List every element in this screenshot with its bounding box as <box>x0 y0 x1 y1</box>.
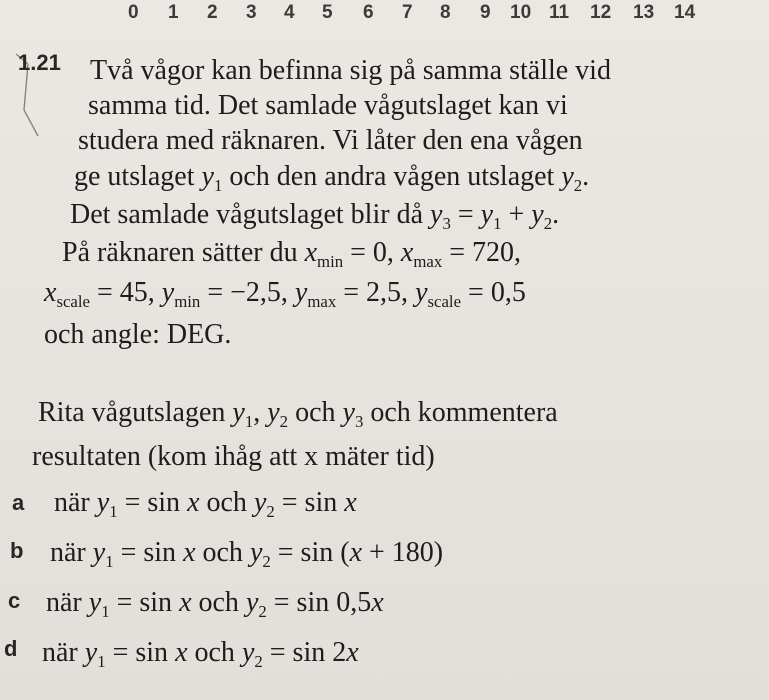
var-y2: $y_2$ <box>249 537 271 571</box>
ruler-tick-label: 1 <box>168 2 179 23</box>
intro-line-2: samma tid. Det samlade vågutslaget kan vi <box>88 90 568 121</box>
var-ymax: $y_{max}$ <box>294 277 337 311</box>
part-c-line: när $y_1 = \sin x$ och $y_2 = \sin 0,5x$ <box>46 587 384 621</box>
ruler-tick-label: 6 <box>363 2 374 23</box>
intro-line-6: På räknaren sätter du $x_{min} = 0$, $x_{max} = 720$, <box>62 237 522 271</box>
ruler-tick-label: 9 <box>480 2 491 23</box>
part-b-line: när $y_1 = \sin x$ och $y_2 = \sin (x + 180)$ <box>50 537 444 571</box>
var-y1: $y_1$ <box>201 161 223 195</box>
part-label-c: c <box>8 588 21 613</box>
var-yscale: $y_{scale}$ <box>415 277 462 311</box>
ruler-tick-label: 12 <box>590 2 612 23</box>
ruler-tick-label: 14 <box>674 2 696 23</box>
part-a-line: när $y_1 = \sin x$ och $y_2 = \sin x$ <box>54 487 357 521</box>
intro-line-5: Det samlade vågutslaget blir då $y_3 = y_1 + y_2$. <box>70 199 560 233</box>
ruler-tick-label: 10 <box>510 2 532 23</box>
var-y1: $y_1$ <box>84 637 106 671</box>
var-y1: $y_1$ <box>96 487 118 521</box>
var-y2: $y_2$ <box>561 161 583 195</box>
ruler-tick-label: 0 <box>128 2 139 23</box>
var-y2: $y_2$ <box>253 487 275 521</box>
var-y1: $y_1$ <box>232 397 254 431</box>
var-ymin: $y_{min}$ <box>161 277 201 311</box>
problem-number: 1.21 <box>18 50 61 75</box>
ruler-tick-label: 8 <box>440 2 451 23</box>
intro-line-8: och angle: DEG. <box>44 319 232 350</box>
text: och den andra vågen utslaget <box>222 161 562 192</box>
task-line-2: resultaten (kom ihåg att x mäter tid) <box>32 441 435 472</box>
var-y1: $y_1$ <box>480 199 502 233</box>
ruler-tick-label: 11 <box>549 2 570 23</box>
var-xscale: $x_{scale}$ <box>44 277 90 311</box>
var-y2: $y_2$ <box>267 397 289 431</box>
ruler-tick-label: 5 <box>322 2 333 23</box>
ruler-tick-label: 13 <box>633 2 655 23</box>
intro-line-3: studera med räknaren. Vi låter den ena vågen <box>78 125 583 156</box>
part-label-a: a <box>12 490 25 515</box>
var-y3: $y_3$ <box>430 199 451 233</box>
intro-line-4: ge utslaget $y_1$ och den andra vågen utslaget $y_2$. <box>74 161 590 195</box>
var-y2: $y_2$ <box>241 637 263 671</box>
intro-line-1: Två vågor kan befinna sig på samma ställe vid <box>90 55 611 86</box>
var-y3: $y_3$ <box>342 397 364 431</box>
var-xmin: $x_{min}$ <box>304 237 344 271</box>
part-d-line: när $y_1 = \sin x$ och $y_2 = \sin 2x$ <box>42 637 359 671</box>
task-line-1: Rita vågutslagen $y_1$, $y_2$ och $y_3$ och kommentera <box>38 397 558 431</box>
ruler-tick-label: 3 <box>246 2 257 23</box>
var-y1: $y_1$ <box>88 587 110 621</box>
var-y2: $y_2$ <box>531 199 553 233</box>
var-xmax: $x_{max}$ <box>400 237 443 271</box>
part-label-d: d <box>4 636 18 661</box>
var-y2: $y_2$ <box>245 587 267 621</box>
intro-line-7: $x_{scale} = 45$, $y_{min} = -2,5$, $y_{max} = 2,5$, $y_{scale} = 0,5$ <box>44 277 526 311</box>
ruler-tick-label: 4 <box>284 2 295 23</box>
var-y1: $y_1$ <box>92 537 114 571</box>
ruler-tick-label: 7 <box>402 2 413 23</box>
ruler-tick-label: 2 <box>207 2 218 23</box>
text: ge utslaget <box>74 161 202 192</box>
part-label-b: b <box>10 538 24 563</box>
